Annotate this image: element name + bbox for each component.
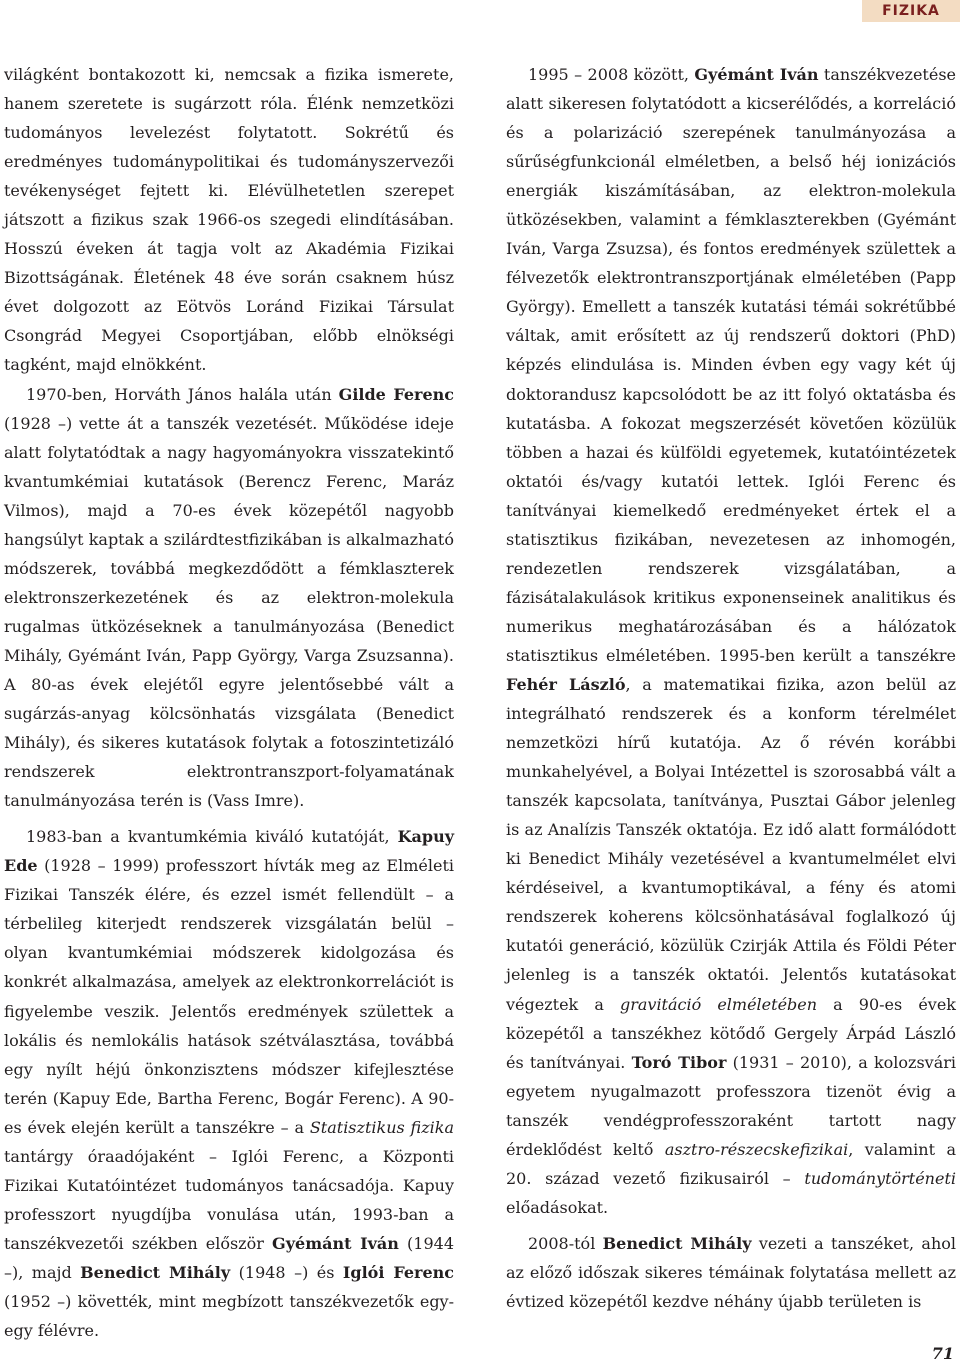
person-name: Gyémánt Iván	[694, 65, 819, 84]
right-column	[506, 60, 956, 1316]
course-title: Statisztikus fizika	[309, 1117, 454, 1137]
topic-title: tudománytörténeti	[804, 1168, 956, 1188]
paragraph: 1983-ban a kvantumkémia kiváló kutatóját, Kapuy Ede (1928 – 1999) professzort hívták meg az Elméleti Fizikai Tanszék élére, és ezzel ismét fellendült – a térbelileg kiterjedt rendszerek vizsgálatán belül – olyan kvantumkémiai módszerek kidolgozása és konkrét alkalmazása, amelyek az elektronkorrelációt is figyelembe veszik. Jelentős eredmények születtek a lokális és nemlokális hatások szétválasztása, továbbá egy nyílt héjú önkonzisztens módszer kifejlesztése terén (Kapuy Ede, Bartha Ferenc, Bogár Ferenc). A 90-es évek elején került a tanszékre – a Statisztikus fizika tantárgy óraadójaként – Iglói Ferenc, a Központi Fizikai Kutatóintézet tudományos tanácsadója. Kapuy professzort nyugdíjba vonulása után, 1993-ban a tanszékvezetői székben először Gyémánt Iván (1944 –), majd Benedict Mihály (1948 –) és Iglói Ferenc (1952 –) követték, mint megbízott tanszékvezetők egy-egy félévre.	[4, 827, 455, 1341]
person-name: Gilde Ferenc	[338, 384, 455, 404]
person-name: Benedict Mihály	[80, 1262, 231, 1282]
page-number: 71	[931, 1344, 954, 1363]
person-name: Kapuy Ede	[4, 827, 454, 876]
section-header: FIZIKA	[862, 0, 960, 22]
person-name: Toró Tibor	[631, 1052, 727, 1072]
topic-title: gravitáció elméletében	[619, 994, 818, 1014]
paragraph: 1995 – 2008 között, Gyémánt Iván tanszékvezetése alatt sikeresen folytatódott a kicserélődés, a korreláció és a polarizáció szerepének tanulmányozása a sűrűségfunkcionál elméletben, a belső héj ionizációs energiák kiszámításában, az elektron-molekula ütközésekben, valamint a fémklaszterekben (Gyémánt Iván, Varga Zsuzsa), és fontos eredmények születtek a félvezetők elektrontranszportjának elméletében (Papp György). Emellett a tanszék kutatási témái sokrétűbbé váltak, amit erősített az új rendszerű doktori (PhD) képzés elindulása is. Minden évben egy vagy két új doktorandusz kapcsolódott be az itt folyó oktatásba és kutatásba. A fokozat megszerzését követően közülük többen a hazai és külföldi egyetemek, kutatóintézetek oktatói és/vagy kutatói lettek. Iglói Ferenc és tanítványai kiemelkedő eredményeket értek el a statisztikus fizikában, nevezetesen az inhomogén, rendezetlen rendszerek vizsgálatában, a fázisátalakulások kritikus exponenseinek analitikus és numerikus meghatározásában és a hálózatok statisztikus elméletében. 1995-ben került a tanszékre Fehér László, a matematikai fizika, azon belül az integrálható rendszerek és a konform térelmélet nemzetközi hírű kutatója. Az ő révén korábbi munkahelyével, a Bolyai Intézettel is szorosabbá vált a tanszék kapcsolata, tanítványa, Pusztai Gábor jelenleg is az Analízis Tanszék oktatója. Ez idő alatt formálódott ki Benedict Mihály vezetésével a kvantumelmélet elvi kérdéseivel, a kvantumoptikával, a fény és atomi rendszerek koherens kölcsönhatásával foglalkozó új kutatói generáció, közülük Czirják Attila és Földi Péter jelenleg is a tanszék oktatói. Jelentős kutatásokat végeztek a gravitáció elméletében a 90-es évek közepétől a tanszékhez kötődő Gergely Árpád László és tanítványai. Toró Tibor (1931 – 2010), a kolozsvári egyetem nyugalmazott professzora tizenöt évig a tanszék vendégprofesszoraként tartott nagy érdeklődést keltő asztro-részecskefizikai, valamint a 20. század vezető fizikusairól – tudománytörténeti előadásokat.	[506, 65, 957, 1217]
left-column	[4, 60, 454, 1345]
topic-title: asztro-részecskefizikai	[664, 1139, 849, 1159]
paragraph: 1970-ben, Horváth János halála után Gilde Ferenc (1928 –) vette át a tanszék vezetését. Működése ideje alatt folytatódtak a nagy hagyományokra visszatekintő kvantumkémiai kutatások (Berencz Ferenc, Maráz Vilmos), majd a 70-es évek közepétől nagyobb hangsúlyt kaptak a szilárdtestfizikában is alkalmazható módszerek, továbbá megkezdődött a fémklaszterek elektronszerkezetének és az elektron-molekula rugalmas ütközéseknek a tanulmányozása (Benedict Mihály, Gyémánt Iván, Papp György, Varga Zsuzsanna). A 80-as évek elejétől egyre jelentősebbé vált a sugárzás-anyag kölcsönhatás vizsgálata (Benedict Mihály), és sikeres kutatások folytak a fotoszintetizáló rendszerek elektrontranszport-folyamatának tanulmányozása terén is (Vass Imre).	[4, 384, 455, 811]
paragraph: világként bontakozott ki, nemcsak a fizika ismerete, hanem szeretete is sugárzott róla. Élénk nemzetközi tudományos levelezést folytatott. Sokrétű és eredményes tudománypolitikai és tudományszervezői tevékenységet fejtett ki. Elévülhetetlen szerepet játszott a fizikus szak 1966-os szegedi elindításában. Hosszú éveken át tagja volt az Akadémia Fizikai Bizottságának. Életének 48 éve során csaknem húsz évet dolgozott az Eötvös Loránd Fizikai Társulat Csongrád Megyei Csoportjában, előbb elnökségi tagként, majd elnökként.	[4, 65, 454, 375]
person-name: Fehér László	[506, 674, 626, 694]
person-name: Benedict Mihály	[602, 1233, 752, 1253]
person-name: Iglói Ferenc	[342, 1262, 454, 1282]
paragraph: 2008-tól Benedict Mihály vezeti a tanszéket, ahol az előző időszak sikeres témáinak folytatása mellett az évtized közepétől kezdve néhány újabb területen is	[506, 1233, 956, 1311]
person-name: Gyémánt Iván	[272, 1233, 399, 1253]
